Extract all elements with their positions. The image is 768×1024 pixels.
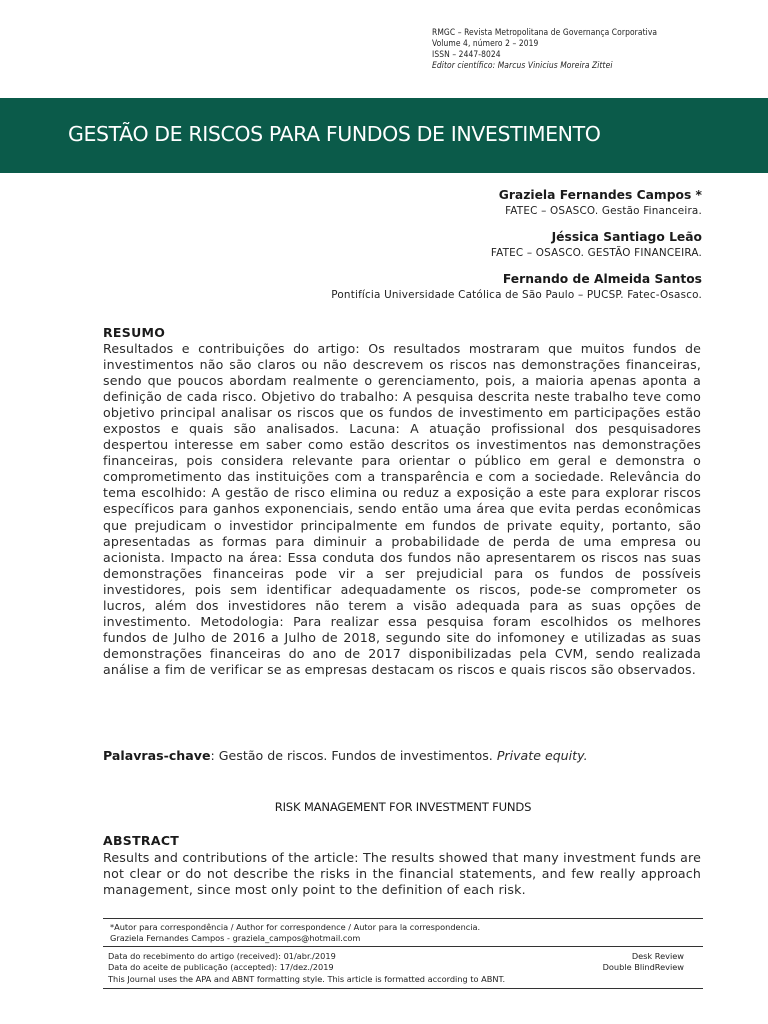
abstract-text: Results and contributions of the article: The results showed that many investment funds are not clear or do not describe the risks in the financial statements, and few really approach management, since most only point to the definition of each risk. — [103, 850, 701, 898]
journal-info — [432, 27, 657, 71]
accepted-date: Data do aceite de publicação (accepted): 17/dez./2019 — [108, 961, 334, 972]
author-name: Graziela Fernandes Campos * — [498, 188, 702, 202]
submission-dates — [108, 951, 336, 972]
author-list — [331, 188, 702, 314]
footnote-line2: Graziela Fernandes Campos - graziela_campos@hotmail.com — [110, 932, 361, 943]
title-banner — [0, 98, 768, 173]
footnote-line1: *Autor para correspondência / Author for correspondence / Autor para la correspondencia. — [110, 922, 481, 932]
journal-editor: Editor científico: Marcus Vinicius Moreira Zittei — [432, 60, 613, 70]
resumo-text: Resultados e contribuições do artigo: Os resultados mostraram que muitos fundos de investimentos não são claros ou não descrevem os riscos nas demonstrações financeiras, sendo que poucos abordam realmente o gerenciamento, pois, a maioria apenas aponta a definição de cada risco. Objetivo do trabalho: A pesquisa descrita neste trabalho teve como objetivo principal analisar os riscos que os fundos de investimento em participações estão expostos e quais são analisados. Lacuna: A atuação profissional dos pesquisadores despertou interesse em saber como estão descritos os investimentos nas demonstrações financeiras, pois considera relevante para orientar o público em geral e demonstra o comprometimento das instituições com a transparência e com a sociedade. Relevância do tema escolhido: A gestão de risco elimina ou reduz a exposição a este para explorar riscos específicos para ganhos exponenciais, sendo então uma área que evita perdas econômicas que prejudicam o investidor principalmente em fundos de private equity, portanto, são apresentadas as formas para diminuir a probabilidade de perda de uma empresa ou acionista. Impacto na área: Essa conduta dos fundos não apresentarem os riscos nas suas demonstrações financeiras pode vir a ser prejudicial para os fundos de possíveis investidores, pois sem identificar adequadamente os riscos, pode-se comprometer os lucros, além dos investidores não terem a visão adequada para as suas opções de investimento. Metodologia: Para realizar essa pesquisa foram escolhidos os melhores fundos de Julho de 2016 a Julho de 2018, segundo site do infomoney e utilizadas as suas demonstrações financeiras do ano de 2017 disponibilizadas pela CVM, sendo realizada análise a fim de verificar se as empresas destacam os riscos e quais riscos são observados. — [103, 341, 701, 677]
journal-issn: ISSN – 2447-8024 — [432, 49, 501, 59]
journal-style-note: This Journal uses the APA and ABNT formatting style. This article is formatted according to ABNT. — [108, 974, 506, 984]
bottom-divider — [103, 988, 703, 989]
author-name: Jéssica Santiago Leão — [551, 230, 702, 244]
footnote-divider — [103, 918, 703, 919]
author-affiliation: FATEC – OSASCO. Gestão Financeira. — [505, 205, 702, 217]
journal-name: RMGC – Revista Metropolitana de Governança Corporativa — [432, 27, 658, 37]
author-affiliation: Pontifícia Universidade Católica de São Paulo – PUCSP. Fatec-Osasco. — [331, 289, 702, 301]
author-name: Fernando de Almeida Santos — [502, 272, 702, 286]
english-title: RISK MANAGEMENT FOR INVESTMENT FUNDS — [274, 800, 532, 814]
resumo-heading: RESUMO — [103, 325, 166, 340]
received-date: Data do recebimento do artigo (received): 01/abr./2019 — [108, 951, 336, 961]
keywords-italic: Private equity. — [496, 748, 588, 763]
review-type — [603, 951, 684, 972]
abstract-heading: ABSTRACT — [103, 833, 180, 848]
footnote — [110, 922, 480, 943]
keywords-label: Palavras-chave — [103, 748, 211, 763]
review-line1: Desk Review — [631, 951, 684, 961]
author-entry — [331, 272, 702, 301]
keywords-text: : Gestão de riscos. Fundos de investimentos. — [210, 748, 497, 763]
dates-divider — [103, 946, 703, 947]
review-line2: Double BlindReview — [602, 961, 684, 972]
keywords — [103, 748, 588, 763]
article-title: GESTÃO DE RISCOS PARA FUNDOS DE INVESTIMENTO — [68, 122, 601, 146]
author-entry — [331, 188, 702, 217]
author-entry — [331, 230, 702, 259]
author-affiliation: FATEC – OSASCO. GESTÃO FINANCEIRA. — [490, 247, 702, 259]
journal-volume: Volume 4, número 2 – 2019 — [432, 38, 539, 48]
